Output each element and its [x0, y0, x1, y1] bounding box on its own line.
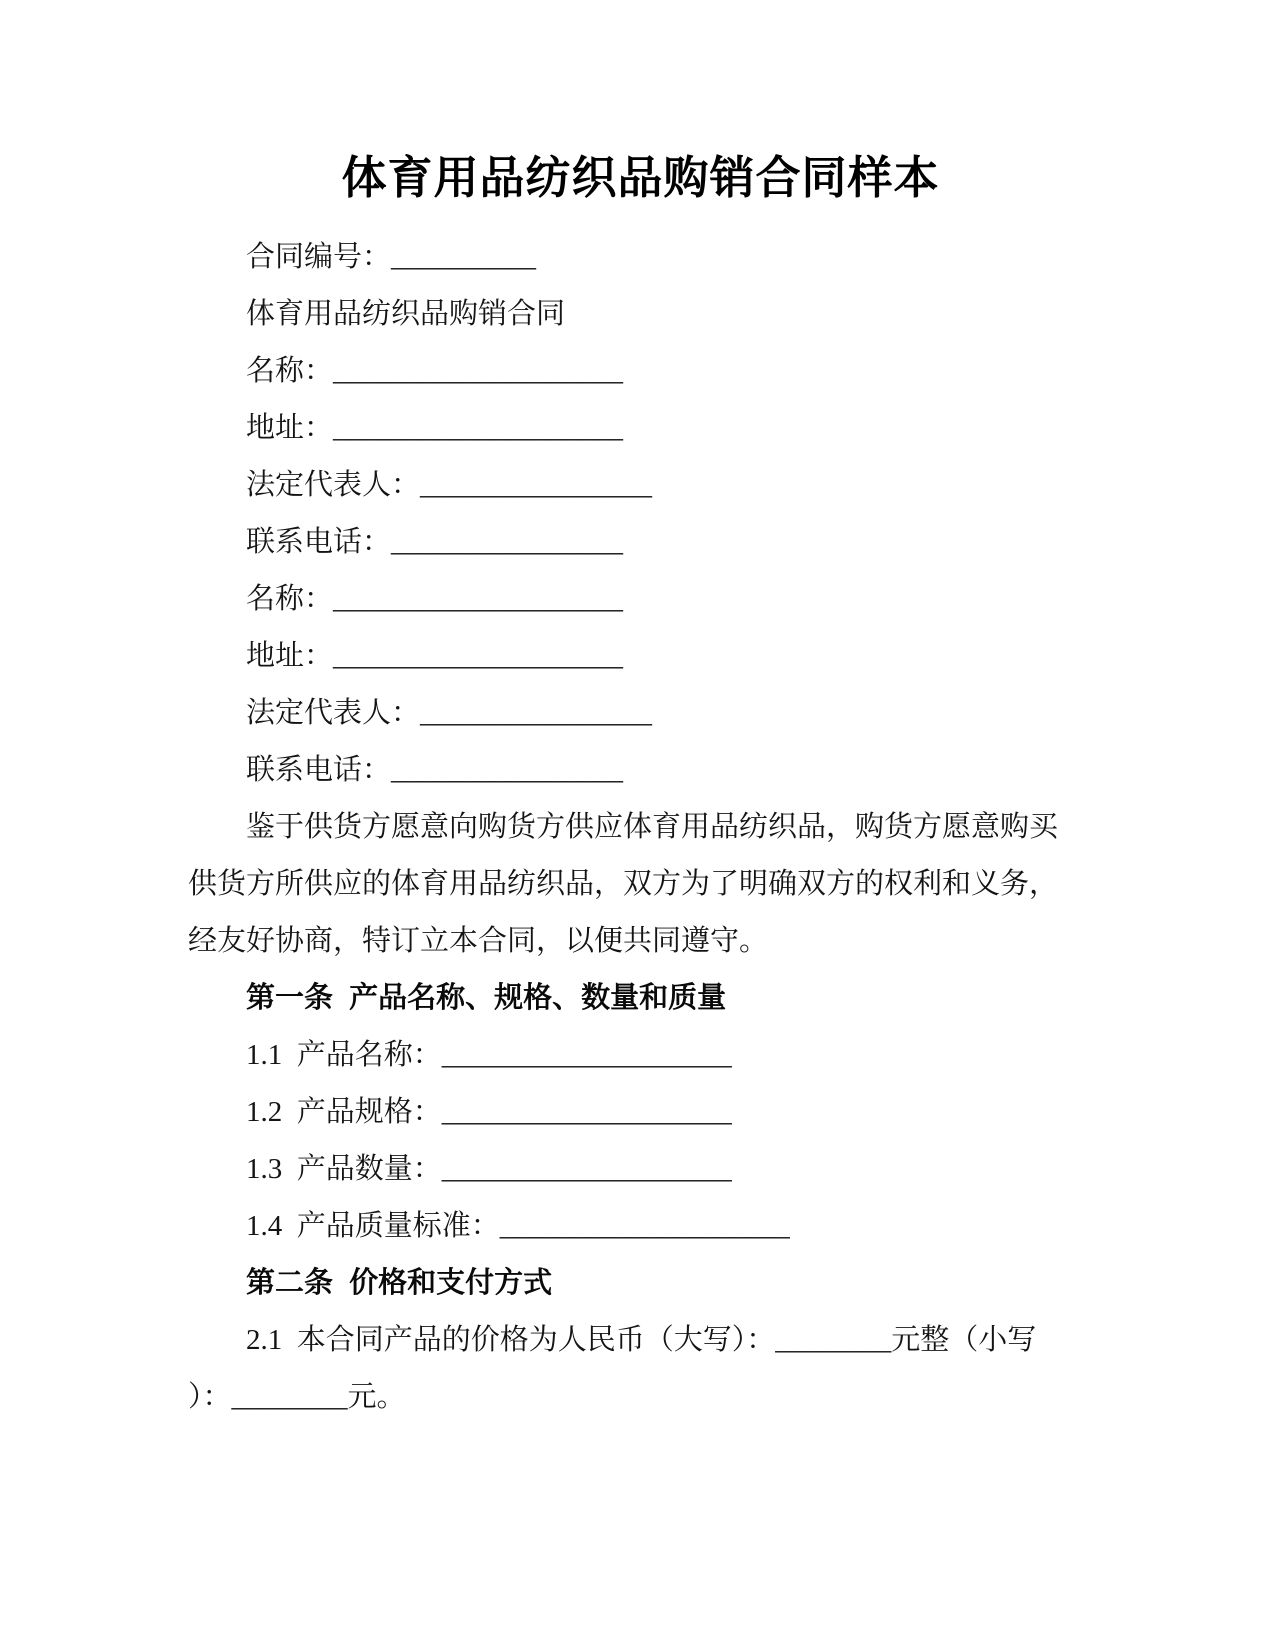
party-b-legal-representative-line: 法定代表人：________________: [246, 697, 653, 729]
party-a-phone-line: 联系电话：________________: [246, 526, 624, 558]
preamble-line-2: 供货方所供应的体育用品纺织品，双方为了明确双方的权利和义务，: [188, 868, 1059, 900]
clause-1-2-line: 1.2 产品规格：____________________: [246, 1096, 732, 1128]
article1-heading: 第一条 产品名称、规格、数量和质量: [246, 982, 727, 1014]
party-b-address-line: 地址：____________________: [246, 640, 624, 672]
clause-1-4-line: 1.4 产品质量标准：____________________: [246, 1210, 790, 1242]
party-a-name-line: 名称：____________________: [246, 355, 624, 387]
article2-heading: 第二条 价格和支付方式: [246, 1267, 553, 1299]
contract-number-line: 合同编号：__________: [246, 241, 537, 273]
clause-2-1-line-1: 2.1 本合同产品的价格为人民币（大写）：________元整（小写: [246, 1324, 1037, 1356]
subtitle-line: 体育用品纺织品购销合同: [246, 298, 566, 330]
party-b-name-line: 名称：____________________: [246, 583, 624, 615]
document-body: [188, 229, 1093, 1426]
party-b-phone-line: 联系电话：________________: [246, 754, 624, 786]
document-title: 体育用品纺织品购销合同样本: [341, 153, 940, 203]
clause-1-1-line: 1.1 产品名称：____________________: [246, 1039, 732, 1071]
party-a-address-line: 地址：____________________: [246, 412, 624, 444]
preamble-line-3: 经友好协商，特订立本合同，以便共同遵守。: [188, 925, 769, 957]
preamble-line-1: 鉴于供货方愿意向购货方供应体育用品纺织品，购货方愿意购买: [246, 811, 1059, 843]
party-a-legal-representative-line: 法定代表人：________________: [246, 469, 653, 501]
clause-1-3-line: 1.3 产品数量：____________________: [246, 1153, 732, 1185]
clause-2-1-line-2: ）：________元。: [188, 1381, 406, 1413]
